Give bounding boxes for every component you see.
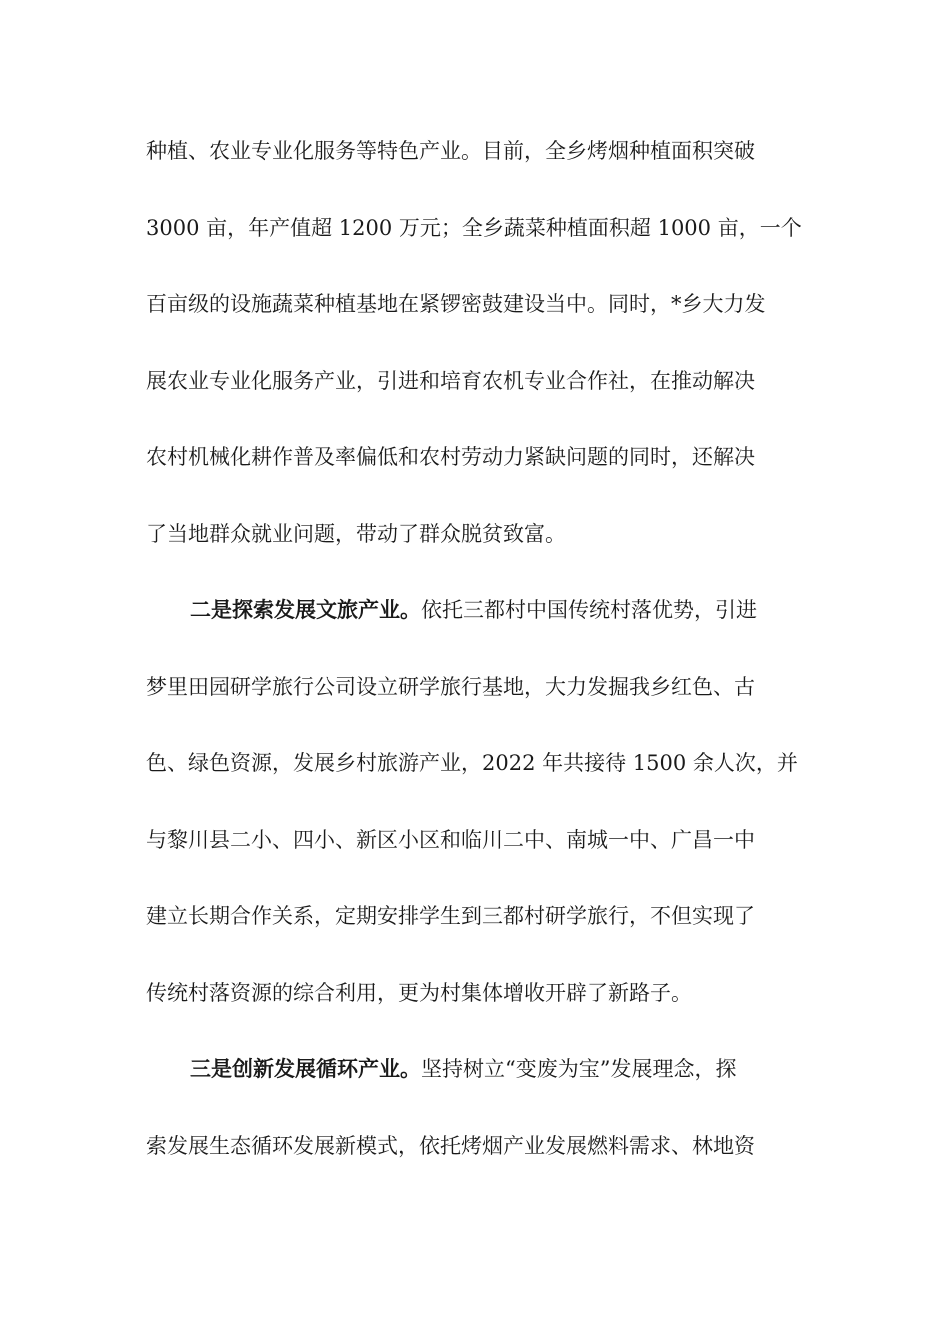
paragraph-heading: 三是创新发展循环产业。 — [190, 1056, 421, 1081]
paragraph-2 — [146, 587, 806, 1046]
text-line-first — [146, 587, 806, 664]
document-body — [146, 128, 806, 1199]
text-line: 梦里田园研学旅行公司设立研学旅行基地，大力发掘我乡红色、古 — [146, 674, 755, 699]
text-line: 了当地群众就业问题，带动了群众脱贫致富。 — [146, 521, 566, 546]
text-line: 种植、农业专业化服务等特色产业。目前，全乡烤烟种植面积突破 — [146, 139, 755, 163]
text-line: 农村机械化耕作普及率偏低和农村劳动力紧缺问题的同时，还解决 — [146, 445, 755, 469]
text-line: 3000 亩，年产值超 1200 万元；全乡蔬菜种植面积超 1000 亩，一个 — [146, 215, 802, 240]
text-line: 百亩级的设施蔬菜种植基地在紧锣密鼓建设当中。同时，*乡大力发 — [146, 292, 766, 316]
text-line: 色、绿色资源，发展乡村旅游产业，2022 年共接待 1500 余人次，并 — [146, 751, 798, 775]
text-line: 索发展生态循环发展新模式，依托烤烟产业发展燃料需求、林地资 — [146, 1133, 755, 1158]
text-run: 坚持树立“变废为宝”发展理念，探 — [421, 1057, 737, 1081]
paragraph-heading: 二是探索发展文旅产业。 — [190, 597, 421, 622]
text-line: 与黎川县二小、四小、新区小区和临川二中、南城一中、广昌一中 — [146, 827, 755, 852]
text-line: 展农业专业化服务产业，引进和培育农机专业合作社，在推动解决 — [146, 368, 755, 393]
paragraph-3 — [146, 1046, 806, 1199]
text-line-first — [146, 1046, 806, 1123]
text-line: 建立长期合作关系，定期安排学生到三都村研学旅行，不但实现了 — [146, 904, 755, 928]
paragraph-1 — [146, 128, 806, 587]
text-run: 依托三都村中国传统村落优势，引进 — [421, 598, 757, 622]
text-line: 传统村落资源的综合利用，更为村集体增收开辟了新路子。 — [146, 980, 692, 1005]
